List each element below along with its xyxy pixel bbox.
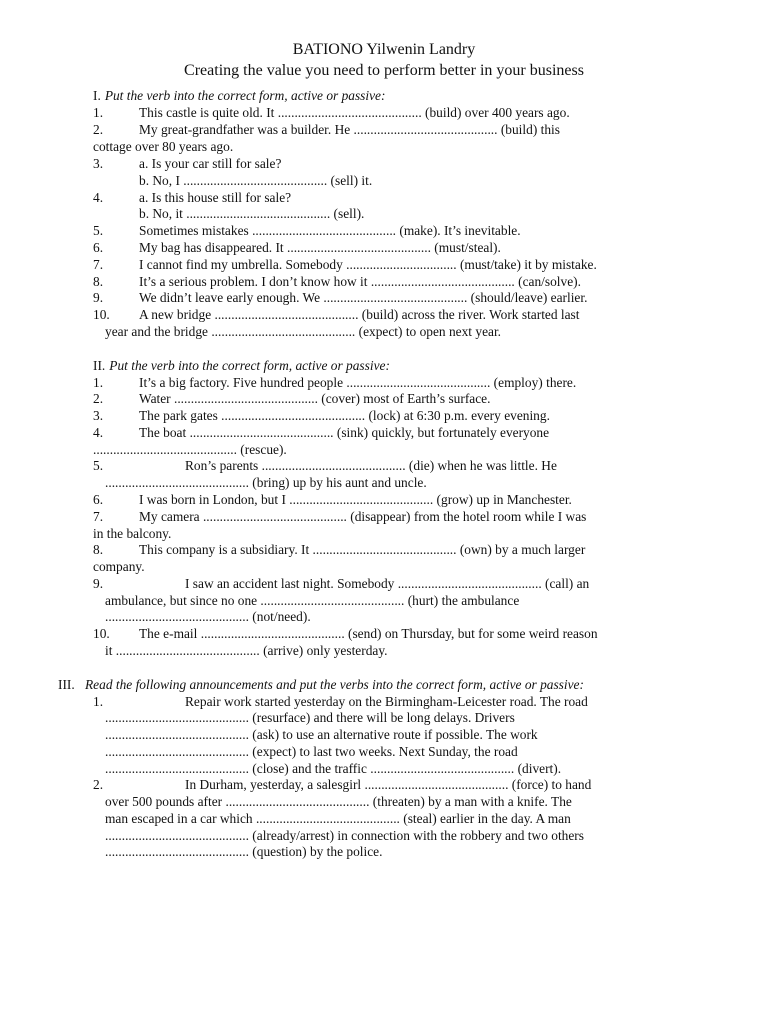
line-text: Read the following announcements and put the verbs into the correct form, active or passive: (85, 677, 584, 692)
exercise-line (93, 425, 549, 442)
line-text: company. (93, 559, 145, 574)
exercise-line (93, 307, 580, 324)
line-text: A new bridge ........................................... (build) across the river. Work started last (139, 307, 580, 322)
item-number: 6. (93, 240, 104, 255)
exercise-line (105, 811, 571, 828)
line-text: I cannot find my umbrella. Somebody ................................. (must/take) it by mistake. (139, 257, 597, 272)
line-text: My great-grandfather was a builder. He ........................................... (build) this (139, 122, 560, 137)
line-text: ........................................... (ask) to use an alternative route if possible. The work (105, 727, 538, 742)
line-text: over 500 pounds after ........................................... (threaten) by a man with a knife. The (105, 794, 572, 809)
line-text: ........................................... (question) by the police. (105, 844, 383, 859)
exercise-line (105, 727, 538, 744)
line-text: a. Is your car still for sale? (139, 156, 282, 171)
item-number: 6. (93, 492, 104, 507)
exercise-line (93, 223, 521, 240)
line-text: Water ........................................... (cover) most of Earth’s surface. (139, 391, 491, 406)
document-header (0, 40, 768, 81)
line-text: My camera ........................................... (disappear) from the hotel room while I was (139, 509, 587, 524)
exercise-line (93, 442, 287, 459)
exercise-line (93, 240, 501, 257)
line-text: man escaped in a car which ........................................... (steal) earlier in the day. A man (105, 811, 571, 826)
item-number: 1. (93, 375, 104, 390)
exercise-line (93, 391, 490, 408)
item-number: 5. (93, 458, 104, 473)
item-number: 9. (93, 576, 104, 591)
document-subtitle: Creating the value you need to perform better in your business (184, 62, 584, 79)
exercise-line (93, 408, 550, 425)
exercise-line (93, 375, 576, 392)
author-name: BATIONO Yilwenin Landry (292, 41, 476, 58)
line-text: Repair work started yesterday on the Birmingham-Leicester road. The road (185, 694, 588, 709)
exercise-line (105, 609, 311, 626)
line-text: We didn’t leave early enough. We ........................................... (should/leave) earlier. (139, 290, 588, 305)
line-text: My bag has disappeared. It ........................................... (must/steal). (139, 240, 501, 255)
exercise-line (105, 475, 427, 492)
line-text: Ron’s parents ........................................... (die) when he was little. He (185, 458, 557, 473)
line-text: in the balcony. (93, 526, 172, 541)
exercise-line (105, 794, 572, 811)
exercise-line (105, 744, 518, 761)
item-number: 1. (93, 105, 104, 120)
item-number: 10. (93, 626, 110, 641)
line-text: The e-mail ........................................... (send) on Thursday, but for some weird reason (139, 626, 598, 641)
item-number: 9. (93, 290, 104, 305)
line-text: it ........................................... (arrive) only yesterday. (105, 643, 388, 658)
line-text: The park gates ........................................... (lock) at 6:30 p.m. every evening. (139, 408, 550, 423)
line-text: ........................................... (already/arrest) in connection with the robbery and two others (105, 828, 584, 843)
item-number: II. (93, 358, 106, 373)
section-heading (93, 358, 390, 375)
exercise-line (93, 694, 588, 711)
exercise-line (93, 274, 581, 291)
line-text: I was born in London, but I ........................................... (grow) up in Manchester. (139, 492, 572, 507)
item-number: 2. (93, 777, 104, 792)
line-text: It’s a big factory. Five hundred people ........................................... (employ) there. (139, 375, 577, 390)
item-number: 3. (93, 408, 104, 423)
item-number: III. (58, 677, 75, 692)
exercise-line (93, 777, 591, 794)
line-text: year and the bridge ........................................... (expect) to open next year. (105, 324, 502, 339)
line-text: In Durham, yesterday, a salesgirl ........................................... (force) to hand (185, 777, 592, 792)
item-number: 1. (93, 694, 104, 709)
exercise-line (93, 122, 560, 139)
item-number: 3. (93, 156, 104, 171)
exercise-line (139, 206, 364, 223)
exercise-line (93, 492, 572, 509)
exercise-line (93, 509, 586, 526)
exercise-line (105, 710, 515, 727)
exercise-line (93, 257, 597, 274)
section-heading (58, 677, 584, 694)
line-text: b. No, it ........................................... (sell). (139, 206, 365, 221)
exercise-line (105, 593, 519, 610)
item-number: 8. (93, 274, 104, 289)
item-number: 10. (93, 307, 110, 322)
line-text: The boat ........................................... (sink) quickly, but fortunately everyone (139, 425, 550, 440)
line-text: ........................................... (bring) up by his aunt and uncle. (105, 475, 427, 490)
exercise-line (93, 139, 233, 156)
item-number: 2. (93, 391, 104, 406)
exercise-line (93, 105, 570, 122)
exercise-line (93, 290, 587, 307)
line-text: b. No, I ........................................... (sell) it. (139, 173, 373, 188)
exercise-line (93, 626, 598, 643)
exercise-line (105, 844, 382, 861)
line-text: ........................................... (expect) to last two weeks. Next Sunday, the road (105, 744, 518, 759)
line-text: It’s a serious problem. I don’t know how it ........................................... (can/solve). (139, 274, 581, 289)
line-text: ........................................... (close) and the traffic ........................................... (divert). (105, 761, 562, 776)
item-number: 7. (93, 509, 104, 524)
line-text: Put the verb into the correct form, active or passive: (104, 88, 386, 103)
exercise-line (105, 643, 388, 660)
exercise-line (105, 761, 561, 778)
line-text: I saw an accident last night. Somebody ........................................... (call) an (185, 576, 590, 591)
exercise-line (93, 526, 171, 543)
exercise-line (105, 828, 584, 845)
line-text: cottage over 80 years ago. (93, 139, 234, 154)
exercise-line (93, 542, 585, 559)
item-number: 7. (93, 257, 104, 272)
line-text: This company is a subsidiary. It ........................................... (own) by a much larger (139, 542, 586, 557)
exercise-line (93, 559, 145, 576)
exercise-line (105, 324, 501, 341)
line-text: ........................................... (rescue). (93, 442, 287, 457)
item-number: 5. (93, 223, 104, 238)
line-text: Sometimes mistakes ........................................... (make). It’s inevitable. (139, 223, 521, 238)
item-number: 2. (93, 122, 104, 137)
line-text: Put the verb into the correct form, active or passive: (109, 358, 390, 373)
line-text: ........................................... (not/need). (105, 609, 311, 624)
item-number: I. (93, 88, 101, 103)
line-text: a. Is this house still for sale? (139, 190, 292, 205)
item-number: 8. (93, 542, 104, 557)
item-number: 4. (93, 190, 104, 205)
exercise-line (93, 458, 557, 475)
line-text: This castle is quite old. It ........................................... (build) over 400 years ago. (139, 105, 570, 120)
line-text: ambulance, but since no one ........................................... (hurt) the ambulance (105, 593, 520, 608)
exercise-line (93, 190, 291, 207)
item-number: 4. (93, 425, 104, 440)
exercise-line (139, 173, 372, 190)
exercise-line (93, 576, 589, 593)
line-text: ........................................... (resurface) and there will be long delays. Drivers (105, 710, 515, 725)
exercise-line (93, 156, 281, 173)
section-heading (93, 88, 385, 105)
